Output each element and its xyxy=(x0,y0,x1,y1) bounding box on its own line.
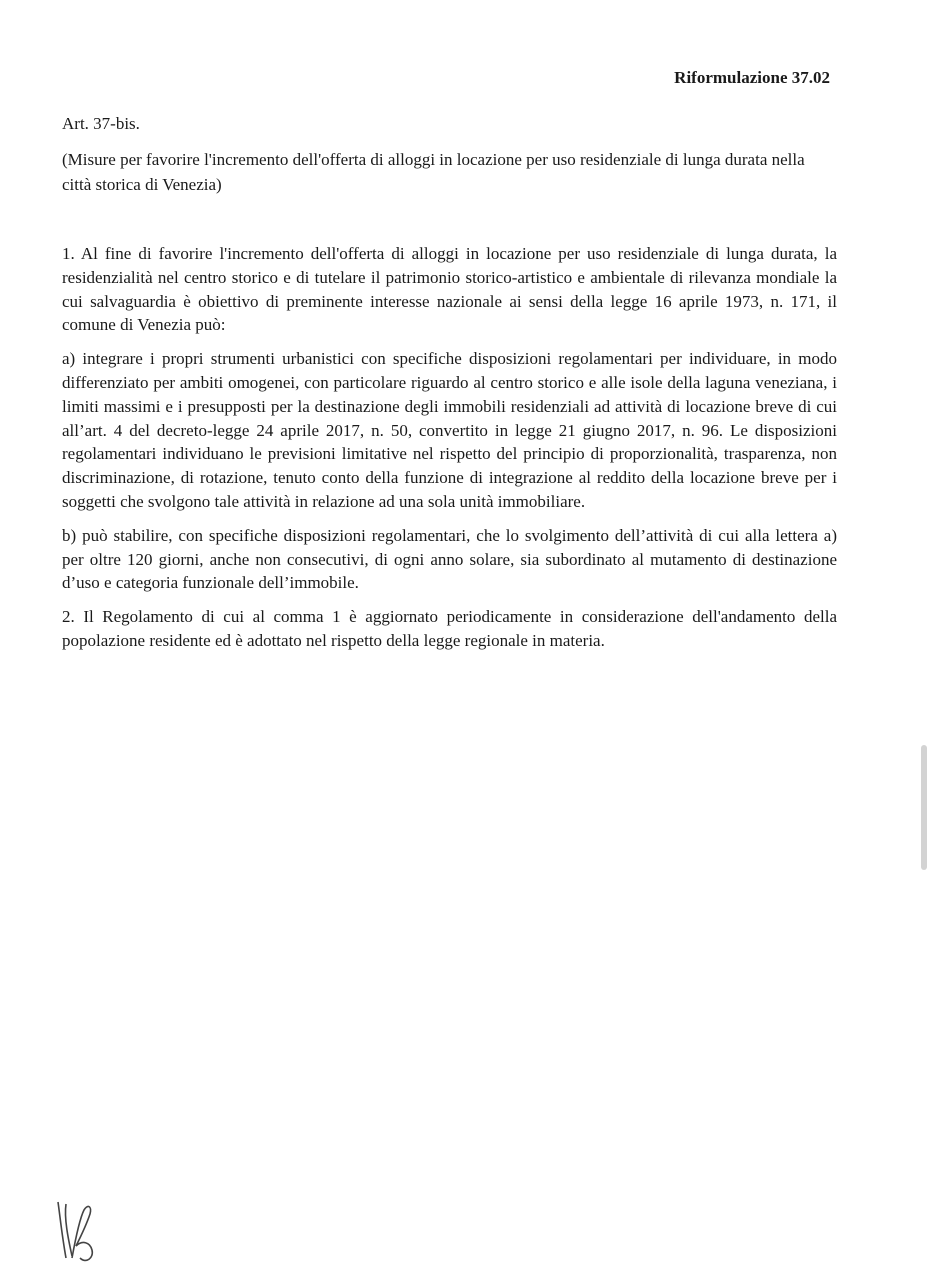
article-body xyxy=(62,242,837,663)
paragraph-comma-1: 1. Al fine di favorire l'incremento dell'offerta di alloggi in locazione per uso residenziale di lunga durata, la residenzialità nel centro storico e di tutelare il patrimonio storico-artistico e ambientale di rilevanza mondiale la cui salvaguardia è obiettivo di preminente interesse nazionale ai sensi della legge 16 aprile 1973, n. 171, il comune di Venezia può: xyxy=(62,244,837,335)
article-subtitle: (Misure per favorire l'incremento dell'offerta di alloggi in locazione per uso residenziale di lunga durata nella città storica di Venezia) xyxy=(62,150,805,194)
paragraph-comma-2: 2. Il Regolamento di cui al comma 1 è aggiornato periodicamente in considerazione dell'andamento della popolazione residente ed è adottato nel rispetto della legge regionale in materia. xyxy=(62,607,837,650)
reformulation-reference: Riformulazione 37.02 xyxy=(674,68,830,87)
paragraph-letter-b: b) può stabilire, con specifiche disposizioni regolamentari, che lo svolgimento dell’attività di cui alla lettera a) per oltre 120 giorni, anche non consecutivi, di ogni anno solare, sia subordinato al mutamento di destinazione d’uso e categoria funzionale dell’immobile. xyxy=(62,525,837,593)
vertical-scrollbar[interactable] xyxy=(921,745,927,870)
paragraph-letter-a: a) integrare i propri strumenti urbanistici con specifiche disposizioni regolamentari per individuare, in modo differenziato per ambiti omogenei, con particolare riguardo al centro storico e alle isole della laguna veneziana, i limiti massimi e i presupposti per la destinazione degli immobili residenziali ad attività di locazione breve di cui all’art. 4 del decreto-legge 24 aprile 2017, n. 50, convertito in legge 21 giugno 2017, n. 96. Le disposizioni regolamentari individuano le previsioni limitative nel rispetto del principio di proporzionalità, trasparenza, non discriminazione, di rotazione, tenuto conto della funzione di integrazione al reddito della locazione breve per i soggetti che svolgono tale attività in relazione ad una sola unità immobiliare. xyxy=(62,349,837,511)
article-number: Art. 37-bis. xyxy=(62,114,140,133)
handwritten-initials-icon xyxy=(50,1196,100,1266)
